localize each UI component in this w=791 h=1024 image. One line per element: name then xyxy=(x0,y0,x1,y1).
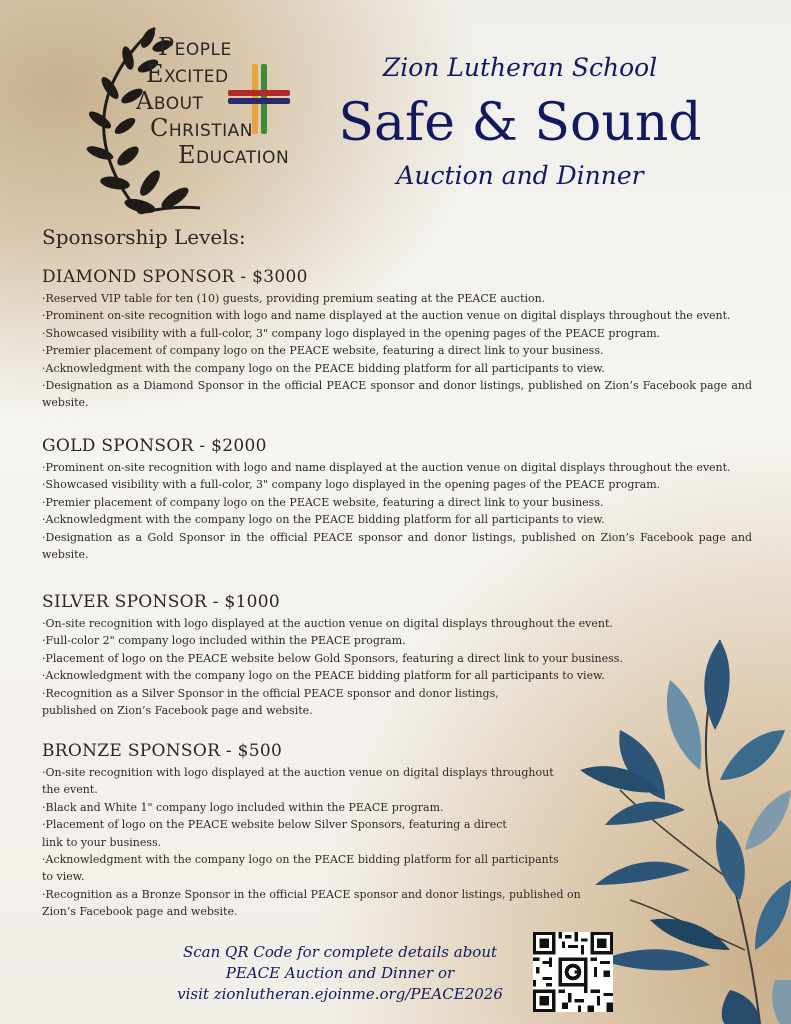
acronym-line-education: EDUCATION xyxy=(178,141,290,169)
acronym-line-people: PEOPLE xyxy=(158,33,232,61)
benefit-item: · Recognition as a Silver Sponsor in the official PEACE sponsor and donor listings, published on Zion’s Facebook page and website. xyxy=(42,685,512,720)
benefit-item: · Acknowledgment with the company logo on the PEACE bidding platform for all participants to view. xyxy=(42,360,752,377)
bronze-sponsor-section xyxy=(42,740,597,921)
benefit-item: · Black and White 1" company logo included within the PEACE program. xyxy=(42,799,597,816)
benefit-item: · Acknowledgment with the company logo on the PEACE bidding platform for all participants to view. xyxy=(42,667,752,684)
benefit-item: · On-site recognition with logo displayed at the auction venue on digital displays throughout the event. xyxy=(42,764,562,799)
benefit-item: · On-site recognition with logo displayed at the auction venue on digital displays throughout the event. xyxy=(42,615,752,632)
event-title: Safe & Sound xyxy=(338,93,702,153)
sponsorship-levels-heading: Sponsorship Levels: xyxy=(42,225,246,249)
tier-heading: GOLD SPONSOR - $2000 xyxy=(42,436,267,456)
benefit-list xyxy=(42,764,597,921)
qr-instructions xyxy=(170,942,510,1005)
tier-heading: BRONZE SPONSOR - $500 xyxy=(42,741,283,761)
benefit-item: · Prominent on-site recognition with logo and name displayed at the auction venue on digital displays throughout the event. xyxy=(42,459,752,476)
qr-code-icon xyxy=(533,932,613,1012)
benefit-item: · Full-color 2" company logo included within the PEACE program. xyxy=(42,632,752,649)
qr-line-1: Scan QR Code for complete details about xyxy=(182,943,498,961)
acronym-line-excited: EXCITED xyxy=(146,60,229,88)
benefit-item: · Showcased visibility with a full-color, 3" company logo displayed in the opening pages of the PEACE program. xyxy=(42,325,752,342)
benefit-list xyxy=(42,459,752,563)
benefit-item: · Premier placement of company logo on the PEACE website, featuring a direct link to your business. xyxy=(42,494,752,511)
benefit-item: · Designation as a Gold Sponsor in the official PEACE sponsor and donor listings, published on Zion’s Facebook page and website. xyxy=(42,529,752,564)
benefit-item: · Prominent on-site recognition with logo and name displayed at the auction venue on digital displays throughout the event. xyxy=(42,307,752,324)
benefit-item: · Recognition as a Bronze Sponsor in the official PEACE sponsor and donor listings, published on Zion’s Facebook page and website. xyxy=(42,886,597,921)
diamond-sponsor-section xyxy=(42,266,752,412)
benefit-item: · Designation as a Diamond Sponsor in the official PEACE sponsor and donor listings, published on Zion’s Facebook page and website. xyxy=(42,377,752,412)
benefit-list xyxy=(42,290,752,412)
event-subtitle: Auction and Dinner xyxy=(396,161,644,190)
tier-heading: SILVER SPONSOR - $1000 xyxy=(42,592,281,612)
benefit-item: · Showcased visibility with a full-color, 3" company logo displayed in the opening pages of the PEACE program. xyxy=(42,476,752,493)
benefit-item: · Premier placement of company logo on the PEACE website, featuring a direct link to your business. xyxy=(42,342,752,359)
acronym-line-about: ABOUT xyxy=(136,87,204,115)
benefit-item: · Placement of logo on the PEACE website below Gold Sponsors, featuring a direct link to your business. xyxy=(42,650,752,667)
qr-line-2: PEACE Auction and Dinner or xyxy=(225,964,455,982)
benefit-item: · Acknowledgment with the company logo on the PEACE bidding platform for all participants to view. xyxy=(42,511,752,528)
acronym-line-christian: CHRISTIAN xyxy=(150,114,254,142)
gold-sponsor-section xyxy=(42,435,752,563)
qr-code[interactable] xyxy=(533,932,613,1012)
peace-acronym xyxy=(136,33,290,169)
qr-line-3[interactable]: visit zionlutheran.ejoinme.org/PEACE2026 xyxy=(177,985,503,1003)
tier-heading: DIAMOND SPONSOR - $3000 xyxy=(42,267,308,287)
school-name: Zion Lutheran School xyxy=(382,53,658,82)
benefit-item: · Reserved VIP table for ten (10) guests, providing premium seating at the PEACE auction. xyxy=(42,290,752,307)
benefit-item: · Placement of logo on the PEACE website below Silver Sponsors, featuring a direct link to your business. xyxy=(42,816,512,851)
event-title-block xyxy=(330,50,710,194)
benefit-item: · Acknowledgment with the company logo on the PEACE bidding platform for all participants to view. xyxy=(42,851,572,886)
